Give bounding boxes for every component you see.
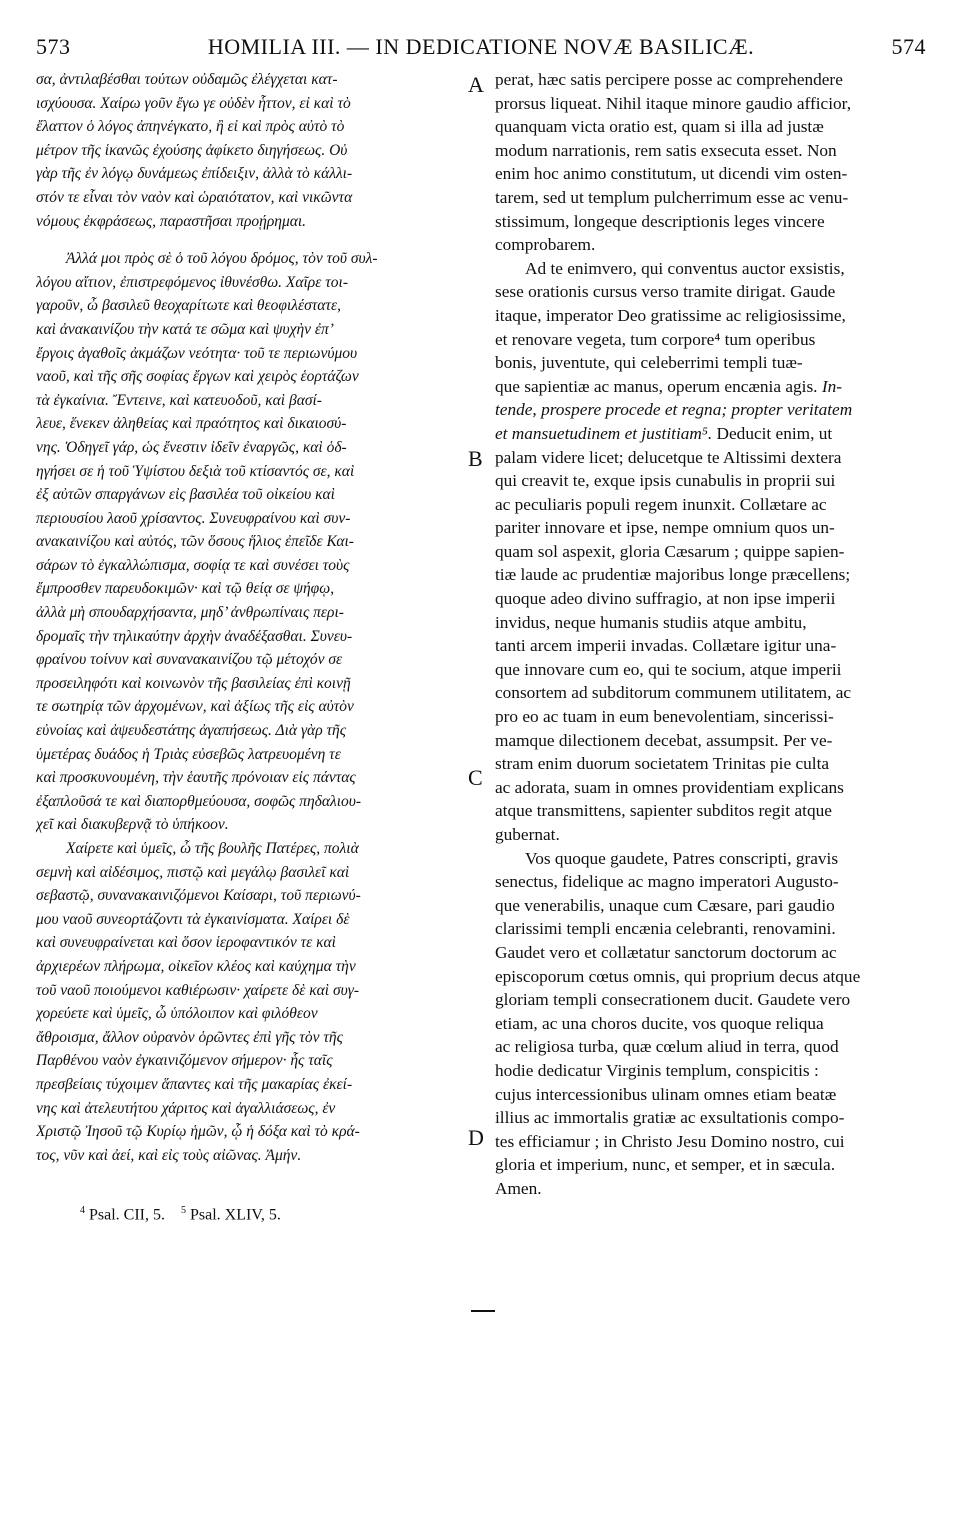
text-line: quanquam victa oratio est, quam si illa ad justæ [495,117,824,137]
text-line: tarem, sed ut templum pulcherrimum esse ac venu- [495,187,849,207]
text-line: ac peculiaris populi regem inunxit. Collætare ac [495,494,827,514]
text-line: consortem ad subditorum communem utilitatem, ac [495,683,852,703]
text-line: σεμνὴ καὶ αἰδέσιμος, πιστῷ καὶ μεγάλῳ βασιλεῖ καὶ [36,863,350,881]
text-line: ἔμπροσθεν παρευδοκιμῶν· καὶ τῷ θείᾳ σε ψήφῳ, [36,580,335,598]
text-line: enim hoc animo constitutum, ut dicendi vim osten- [495,164,848,184]
text-line: καὶ προσκυνουμένη, τὴν ἑαυτῆς πρόνοιαν εἰς πάντας [36,769,356,787]
text-span: Deducit enim, ut [712,423,833,443]
text-line: καὶ συνευφραίνεται καὶ ὅσον ἱεροφαντικόν τε καὶ [36,934,336,952]
text-line: νης καὶ ἀτελευτήτου χάριτος καὶ ἀγαλλιάσεως, ἐν [36,1099,336,1117]
text-line: σεβαστῷ, συνανακαινιζόμενοι Καίσαρι, τοῦ περιωνύ- [36,887,361,905]
text-line: palam videre licet; delucetque te Altissimi dextera [495,447,842,467]
text-line: στόν τε εἶναι τὸν ναὸν καὶ ὡραιότατον, καὶ νικῶντα [36,188,353,206]
text-line: σάρων τὸ ἐγκαλλώπισμα, σοφίᾳ τε καὶ συνέσει τοὺς [36,556,350,574]
text-line: χορεύετε καὶ ὑμεῖς, ὦ ὑπόλοιπον καὶ φιλόθεον [36,1005,318,1023]
text-line: senectus, fidelique ac magno imperatori Augusto- [495,872,839,892]
running-title: HOMILIA III. — IN DEDICATIONE NOVÆ BASILICÆ. [207,34,755,59]
footnotes [80,1205,281,1224]
text-line: ισχύουσα. Χαίρω γοῦν ἔγω γε οὐδὲν ἧττον, εἰ καὶ τὸ [36,94,351,112]
text-line: quoque adeo divino suffragio, at non ipse imperii [495,589,836,609]
page-number-left: 573 [36,34,71,59]
text-line: τὰ ἐγκαίνια. Ἔντεινε, καὶ κατευοδοῦ, καὶ βασί- [36,391,322,409]
text-line: ναοῦ, καὶ τῆς σῆς σοφίας ἔργων καὶ χειρὸς ἑορτάζων [36,368,359,386]
text-line: γὰρ τῆς ἐν λόγῳ δυνάμεως ἐπίδειξιν, ἀλλὰ τὸ κάλλι- [36,165,353,183]
text-line: ἀρχιερέων πλήρωμα, οἰκεῖον κλέος καὶ καύχημα τὴν [36,957,356,975]
text-line: φραίνου τοίνυν καὶ συνανακαινίζου τῷ μέτοχόν σε [36,651,343,669]
text-line: τε σωτηρίᾳ τῶν ἀρχομένων, καὶ ἀξίως τῆς εἰς αὐτὸν [36,698,354,716]
text-line [495,422,927,446]
text-line: stissimum, longeque descriptionis leges vincere [495,211,825,231]
text-line: χεῖ καὶ διακυβερνᾷ τὸ ὑπήκοον. [36,816,229,834]
text-line: ἔλαττον ὁ λόγος ἀπηνέγκατο, ἢ εἰ καὶ πρὸς αὐτὸ τὸ [36,118,345,136]
margin-marker-d: D [468,1125,484,1150]
text-line: Ad te enimvero, qui conventus auctor exsistis, [525,258,845,278]
text-line: pro eo ac tuam in eum benevolentiam, sincerissi- [495,707,834,727]
text-line: ἀλλὰ μὴ σπουδαρχήσαντα, μηδ’ ἀνθρωπίναις περι- [36,604,344,622]
text-line: τος, νῦν καὶ ἀεί, καὶ εἰς τοὺς αἰῶνας. Ἀμήν. [36,1146,302,1164]
text-line: tende, prospere procede et regna; propter veritatem [495,400,853,420]
greek-column [36,68,466,1167]
text-line: Gaudet vero et collætatur sanctorum doctorum ac [495,942,837,962]
text-line: perat, hæc satis percipere posse ac comprehendere [495,70,843,89]
margin-marker-c: C [468,765,483,790]
text-line: ac religiosa turba, quæ cœlum aliud in terra, quod [495,1037,839,1057]
latin-column [495,68,927,1201]
text-line: itaque, imperator Deo gratissime ac religiosissime, [495,305,846,325]
text-line: sese orationis cursus verso tramite dirigat. Gaude [495,282,836,302]
text-line: ac adorata, suam in omnes providentiam explicans [495,777,844,797]
text-line: quam sol aspexit, gloria Cæsarum ; quippe sapien- [495,541,845,561]
paragraph-gap [36,233,466,247]
text-line: μέτρον τῆς ἱκανῶς ἐχούσης ἀφίκετο διηγήσεως. Οὐ [36,141,348,159]
text-line [495,375,927,399]
text-line: καὶ ἀνακαινίζου τὴν κατά τε σῶμα καὶ ψυχὴν ἐπ’ [36,320,334,338]
text-line: que innovare cum eo, qui te socium, atque imperii [495,659,842,679]
text-line: episcoporum cœtus omnis, qui proprium decus atque [495,966,861,986]
text-line: ὑμετέρας δυάδος ἡ Τριὰς εὐσεβῶς λατρευομένη τε [36,745,341,763]
margin-marker-b: B [468,446,483,471]
text-line: et renovare vegeta, tum corpore⁴ tum operibus [495,329,816,349]
text-line: comprobarem. [495,235,596,255]
scripture-quote: et mansuetudinem et justitiam⁵. [495,423,713,443]
text-line: gloriam templi consecrationem ducit. Gaudete vero [495,990,851,1010]
text-line: σα, ἀντιλαβέσθαι τούτων οὐδαμῶς ἐλέγχεται κατ- [36,71,338,88]
text-line: etiam, ac una choros ducite, vos quoque reliqua [495,1013,824,1033]
text-line: tanti arcem imperii invadas. Collætare igitur una- [495,636,837,656]
text-line: gloria et imperium, nunc, et semper, et in sæcula. [495,1155,836,1175]
text-line: tiæ laude ac prudentiæ majoribus longe præcellens; [495,565,851,585]
text-line: cujus intercessionibus ulinam omnes etiam beatæ [495,1084,837,1104]
text-line: ηγήσει σε ἡ τοῦ Ὑψίστου δεξιὰ τοῦ κτίσαντός σε, καὶ [36,462,355,480]
footnote-5-mark: 5 [181,1205,186,1216]
text-line: νης. Ὁδηγεῖ γάρ, ὡς ἔνεστιν ἰδεῖν ἐναργῶς, καὶ ὁδ- [36,438,347,456]
text-line: ἔργοις ἀγαθοῖς ἀκμάζων νεότητα· τοῦ τε περιωνύμου [36,344,358,362]
text-line: Χριστῷ Ἰησοῦ τῷ Κυρίῳ ἡμῶν, ᾧ ἡ δόξα καὶ τὸ κρά- [36,1123,360,1141]
text-line: prorsus liqueat. Nihil itaque minore gaudio afficior, [495,93,852,113]
text-line: mamque dilectionem decebat, assumpsit. Per ve- [495,730,833,750]
text-line: Παρθένου ναὸν ἐγκαινιζόμενον σήμερον· ἧς ταῖς [36,1052,333,1070]
text-span: que sapientiæ ac manus, operum encænia agis. [495,376,818,396]
text-line: illius ac immortalis gratiæ ac exsultationis compo- [495,1108,845,1128]
text-line: δρομαῖς τὴν τηλικαύτην ἀρχὴν ἀναδέξασθαι. Συνευ- [36,627,353,645]
text-line: περιουσίου λαοῦ χρίσαντος. Συνευφραίνου καὶ συν- [36,509,351,527]
running-header [36,34,926,64]
text-line: qui creavit te, exque ipsis cunabulis in proprii sui [495,471,836,491]
text-line: hodie dedicatur Virginis templum, conspicitis : [495,1060,819,1080]
text-line: clarissimi templi encænia celebranti, renovamini. [495,919,836,939]
text-line: ἐξαπλοῦσά τε καὶ διαπορθμεύουσα, σοφῶς πηδαλιου- [36,792,362,810]
text-line: ἐξ αὐτῶν σπαργάνων εἰς βασιλέα τοῦ οἰκείου καὶ [36,486,335,504]
text-line: modum narrationis, rem satis exsecuta esset. Non [495,140,837,160]
text-line: πρεσβείαις τύχοιμεν ἅπαντες καὶ τῆς μακαρίας ἐκεί- [36,1075,353,1093]
text-line: Amen. [495,1178,542,1198]
text-line: νόμους ἐκφράσεως, παραστῆσαι προῄρημαι. [36,212,307,230]
margin-marker-a: A [468,72,484,97]
text-line: Χαίρετε καὶ ὑμεῖς, ὦ τῆς βουλῆς Πατέρες, πολιὰ [66,840,359,857]
text-line: λόγου αἴτιον, ἐπιστρεφόμενος ἰθυνέσθω. Χαῖρε τοι- [36,273,348,291]
text-line: ανακαινίζου καὶ αὐτός, τῶν ὅσους ἥλιος ἐπεῖδε Και- [36,533,354,551]
text-line: μου ναοῦ συνεορτάζοντι τὰ ἐγκαινίσματα. Χαίρει δὲ [36,910,350,928]
text-line: tes efficiamur ; in Christo Jesu Domino nostro, cui [495,1131,845,1151]
text-line: προσειληφότι καὶ κοινωνὸν τῆς βασιλείας ἐπὶ κοινῇ [36,674,351,692]
text-line: τοῦ ναοῦ ποιούμενοι καθιέρωσιν· χαίρετε δὲ καὶ συγ- [36,981,359,999]
footnote-4-text: Psal. CII, 5. [89,1206,165,1224]
end-rule [471,1310,495,1312]
text-line: atque transmittens, sapienter subditos regit atque [495,801,832,821]
text-line: Vos quoque gaudete, Patres conscripti, gravis [525,848,839,868]
footnote-4-mark: 4 [80,1205,85,1216]
text-line: gubernat. [495,825,560,844]
text-line: bonis, juventute, qui celeberrimi templi tuæ- [495,353,803,373]
footnote-5-text: Psal. XLIV, 5. [190,1206,281,1224]
text-line: ἄθροισμα, ἄλλον οὐρανὸν ὁρῶντες ἐπὶ γῆς τὸν τῆς [36,1028,343,1046]
text-line: invidus, neque humanis studiis atque ambitu, [495,612,807,632]
text-line: que venerabilis, unaque cum Cæsare, pari gaudio [495,895,835,915]
text-line: pariter innovare et ipse, nempe omnium quos un- [495,518,835,538]
text-line: stram enim duorum societatem Trinitas pie culta [495,754,830,774]
scripture-quote: In- [821,376,842,396]
text-line: Ἀλλά μοι πρὸς σὲ ὁ τοῦ λόγου δρόμος, τὸν τοῦ συλ- [66,250,378,268]
text-line: λευε, ἕνεκεν ἀληθείας καὶ πραότητος καὶ δικαιοσύ- [36,415,347,433]
page-number-right: 574 [891,34,926,59]
text-line: γαροῦν, ὦ βασιλεῦ θεοχαρίτωτε καὶ θεοφιλέστατε, [36,297,341,315]
text-line: εὐνοίας καὶ ἀψευδεστάτης ἀγαπήσεως. Διὰ γὰρ τῆς [36,722,347,740]
